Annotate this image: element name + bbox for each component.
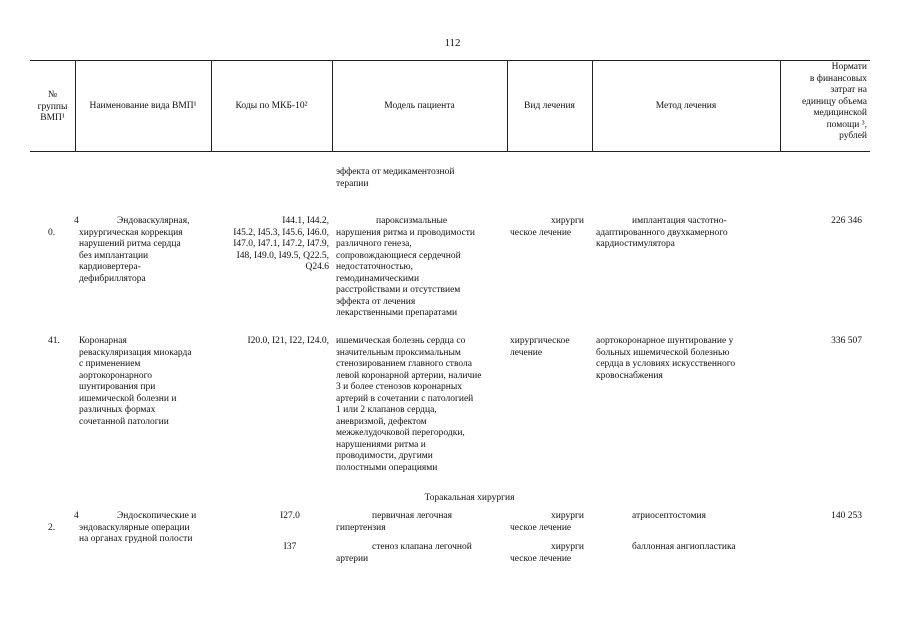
row-42-number: 4 2. bbox=[48, 511, 79, 533]
row-42a-treatment-method: атриосептостомия bbox=[632, 511, 706, 521]
header-vmp-name: Наименование вида ВМП¹ bbox=[89, 101, 197, 111]
row-41-treatment-method: аортокоронарное шунтирование у больных ишемической болезнью сердца в условиях искусственного кровоснабжения bbox=[596, 336, 736, 381]
row-40-treatment-method: имплантация частотно- адаптированного двухкамерного кардиостимулятора bbox=[596, 216, 728, 249]
row-40-cost: 226 346 bbox=[831, 216, 862, 226]
table-header-bottom-border bbox=[30, 151, 870, 152]
row-41-treatment-type: хирургическое лечение bbox=[510, 336, 570, 358]
row-42a-patient-model: первичная легочная гипертензия bbox=[336, 511, 453, 533]
row-42-cost: 140 253 bbox=[831, 511, 862, 521]
page-number: 112 bbox=[444, 37, 461, 49]
header-treatment-type: Вид лечения bbox=[524, 101, 575, 111]
row-42b-treatment-method: баллонная ангиопластика bbox=[632, 542, 736, 552]
row-42a-icd-code: I27.0 bbox=[280, 511, 300, 521]
header-cost-norm: Нормати в финансовых затрат на единицу объема медицинской помощи ³, рублей bbox=[801, 62, 867, 141]
header-treatment-method: Метод лечения bbox=[655, 101, 717, 111]
row-41-icd-codes: I20.0, I21, I22, I24.0, bbox=[247, 336, 329, 346]
row-40-vmp-name: Эндоваскулярная, хирургическая коррекция нарушений ритма сердца без имплантации кардиовертера- дефибриллятора bbox=[79, 216, 190, 284]
table-top-border bbox=[30, 60, 870, 61]
row-41-patient-model: ишемическая болезнь сердца со значительным проксимальным стенозированием главного ствола левой коронарной артерии, наличие 3 и более стенозов коронарных артерий в сочетании с патологией 1 или 2 клапанов сердца, аневризмой, дефектом межжелудочковой перегородки, нарушениями ритма и проводимости, другими полостными операциями bbox=[336, 336, 482, 473]
row-42b-patient-model: стеноз клапана легочной артерии bbox=[336, 542, 472, 564]
row-41-cost: 336 507 bbox=[831, 336, 862, 346]
header-patient-model: Модель пациента bbox=[384, 101, 455, 111]
row-40-icd-codes: I44.1, I44.2, I45.2, I45.3, I45.6, I46.0, I47.0, I47.1, I47.2, I47.9, I48, I49.0, I49.5, Q22.5, Q24.6 bbox=[233, 216, 329, 272]
row-41-vmp-name: Коронарная реваскуляризация миокарда с применением аортокоронарного шунтирования при ишемической болезни и различных формах сочетанной патологии bbox=[79, 336, 192, 427]
row-42a-treatment-type: хирурги ческое лечение bbox=[510, 511, 584, 533]
header-group-number: № группы ВМП¹ bbox=[37, 90, 68, 123]
header-icd-codes: Коды по МКБ-10² bbox=[235, 101, 308, 111]
section-title: Торакальная хирургия bbox=[424, 493, 515, 503]
row-42b-icd-code: I37 bbox=[283, 542, 297, 552]
row-41-number: 41. bbox=[48, 336, 60, 346]
row-42b-treatment-type: хирурги ческое лечение bbox=[510, 542, 584, 564]
continued-patient-model: эффекта от медикаментозной терапии bbox=[336, 167, 455, 189]
row-42-vmp-name: Эндоскопические и эндоваскулярные операции на органах грудной полости bbox=[79, 511, 197, 544]
row-40-treatment-type: хирурги ческое лечение bbox=[510, 216, 584, 238]
row-40-patient-model: пароксизмальные нарушения ритма и проводимости различного генеза, сопровождающиеся сердечной недостаточностью, гемодинамическими расстройствами и отсутствием эффекта от лечения лекарственными препаратами bbox=[336, 216, 475, 318]
row-40-number: 4 0. bbox=[48, 216, 79, 238]
